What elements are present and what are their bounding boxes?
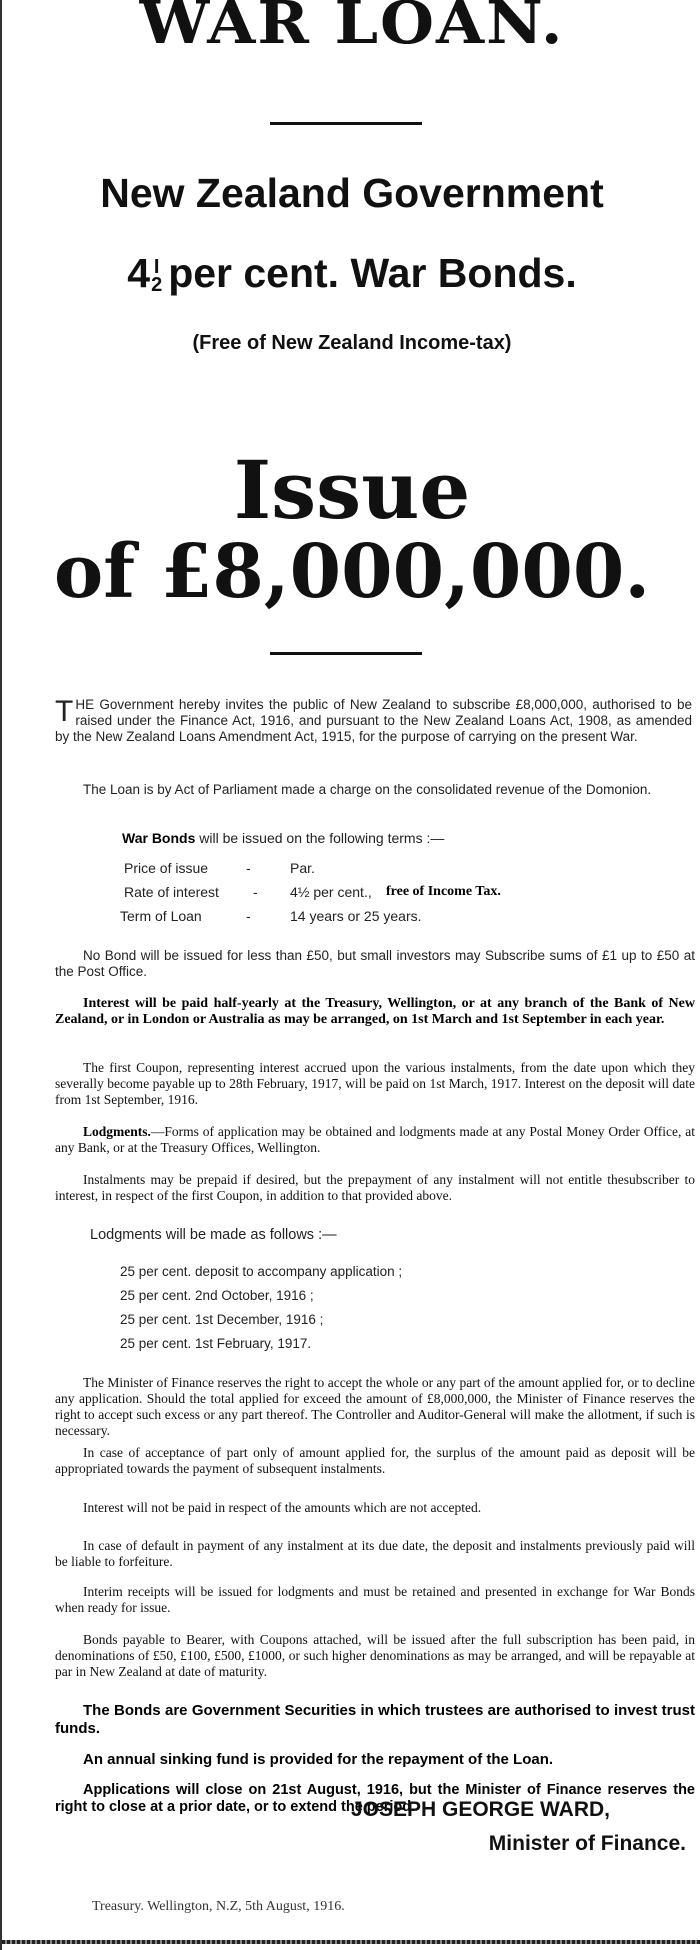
bearer-paragraph: Bonds payable to Bearer, with Coupons attached, will be issued after the full subscription has been paid, in denominations of £50, £100, £500, £1000, or such higher denominations as may be arranged, and will be repayable at par in New Zealand at date of maturity. [55,1632,695,1679]
divider-top [270,122,422,125]
rate-frac-den: 2 [151,274,163,297]
term-loan-dash: - [246,908,251,924]
not-paid-paragraph: Interest will not be paid in respect of the amounts which are not accepted. [83,1500,482,1515]
term-price-value: Par. [290,860,315,876]
terms-intro-rest: will be issued on the following terms :— [195,830,445,846]
prepaid-paragraph: Instalments may be prepaid if desired, but the prepayment of any instalment will not entitle thesubscriber to interest, in respect of the first Coupon, in addition to that provided above. [55,1172,695,1203]
tax-note: (Free of New Zealand Income-tax) [192,332,512,354]
trustee-paragraph: The Bonds are Government Securities in which trustees are authorised to invest trust funds. [55,1702,695,1737]
terms-intro [122,830,682,846]
lodgments-paragraph [55,1124,695,1156]
divider-bottom [270,652,422,655]
schedule-item-4: 25 per cent. 1st February, 1917. [120,1336,312,1351]
term-rate-value: 4½ per cent., [290,884,372,900]
issue-amount: of £8,000,000. [53,529,651,615]
schedule-item-3: 25 per cent. 1st December, 1916 ; [120,1312,324,1327]
default-paragraph: In case of default in payment of any instalment at its due date, the deposit and instalments previously paid will be liable to forfeiture. [55,1538,695,1569]
intro-paragraph [55,697,692,745]
issue-heading: Issue [233,443,471,537]
government-heading: New Zealand Government [100,170,604,216]
receipts-paragraph: Interim receipts will be issued for lodgments and must be retained and presented in exchange for War Bonds when ready for issue. [55,1584,695,1615]
terms-intro-bold: War Bonds [122,830,196,846]
term-rate-extra: free of Income Tax. [386,884,501,899]
bonds-heading [2,250,700,297]
rate-frac-num: I [153,256,160,279]
dateline: Treasury. Wellington, N.Z, 5th August, 1916. [92,1899,345,1914]
close-paragraph: Applications will close on 21st August, 1916, but the Minister of Finance reserves the right to close at a prior date, or to extend the period. [55,1782,695,1815]
charge-paragraph: The Loan is by Act of Parliament made a charge on the consolidated revenue of the Domonion. [83,782,652,797]
min-bond-paragraph: No Bond will be issued for less than £50, but small investors may Subscribe sums of £1 up to £50 at the Post Office. [55,948,695,979]
term-rate-dash: - [253,884,258,900]
term-rate-label: Rate of interest [124,884,219,900]
surplus-paragraph: In case of acceptance of part only of amount applied for, the surplus of the amount paid as deposit will be appropriated towards the payment of subsequent instalments. [55,1445,695,1476]
signature-name: JOSEPH GEORGE WARD, [350,1798,610,1821]
rate-whole: 4 [127,250,151,296]
term-loan-label: Term of Loan [120,908,202,924]
lodgments-intro: Lodgments will be made as follows :— [90,1227,337,1243]
lodgments-rest: —Forms of application may be obtained and lodgments made at any Postal Money Order Office, at any Bank, or at the Treasury Offices, Wellington. [55,1124,695,1155]
term-price-dash: - [246,860,251,876]
schedule-item-2: 25 per cent. 2nd October, 1916 ; [120,1288,314,1303]
term-price-label: Price of issue [124,860,209,876]
sinking-fund-paragraph: An annual sinking fund is provided for the repayment of the Loan. [83,1751,554,1768]
schedule-item-1: 25 per cent. deposit to accompany application ; [120,1264,403,1279]
signature-title: Minister of Finance. [488,1832,686,1855]
headline: WAR LOAN. [139,0,565,58]
rate-fraction [151,256,163,297]
drop-cap: T [55,695,74,728]
interest-paragraph: Interest will be paid half-yearly at the Treasury, Wellington, or at any branch of the Bank of New Zealand, or in London or Australia as may be arranged, on 1st March and 1st September in each year. [55,996,695,1027]
bottom-border [2,1940,700,1944]
coupon-paragraph: The first Coupon, representing interest accrued upon the various instalments, from the date upon which they severally become payable up to 28th February, 1917, will be paid on 1st March, 1917. Interest on the deposit will date from 1st September, 1916. [55,1060,695,1107]
lodgments-bold: Lodgments. [83,1124,151,1139]
minister-paragraph: The Minister of Finance reserves the right to accept the whole or any part of the amount applied for, or to decline any application. Should the total applied for exceed the amount of £8,000,000, the Minister of Finance reserves the right to accept such excess or any part thereof. The Controller and Auditor-General will make the allotment, if such is necessary. [55,1375,695,1438]
bonds-text: per cent. War Bonds. [168,250,577,296]
term-loan-value: 14 years or 25 years. [290,908,422,924]
intro-text: HE Government hereby invites the public of New Zealand to subscribe £8,000,000, authorised to be raised under the Finance Act, 1916, and pursuant to the New Zealand Loans Act, 1908, as amended by the New Zealand Loans Amendment Act, 1915, for the purpose of carrying on the present War. [55,697,692,744]
